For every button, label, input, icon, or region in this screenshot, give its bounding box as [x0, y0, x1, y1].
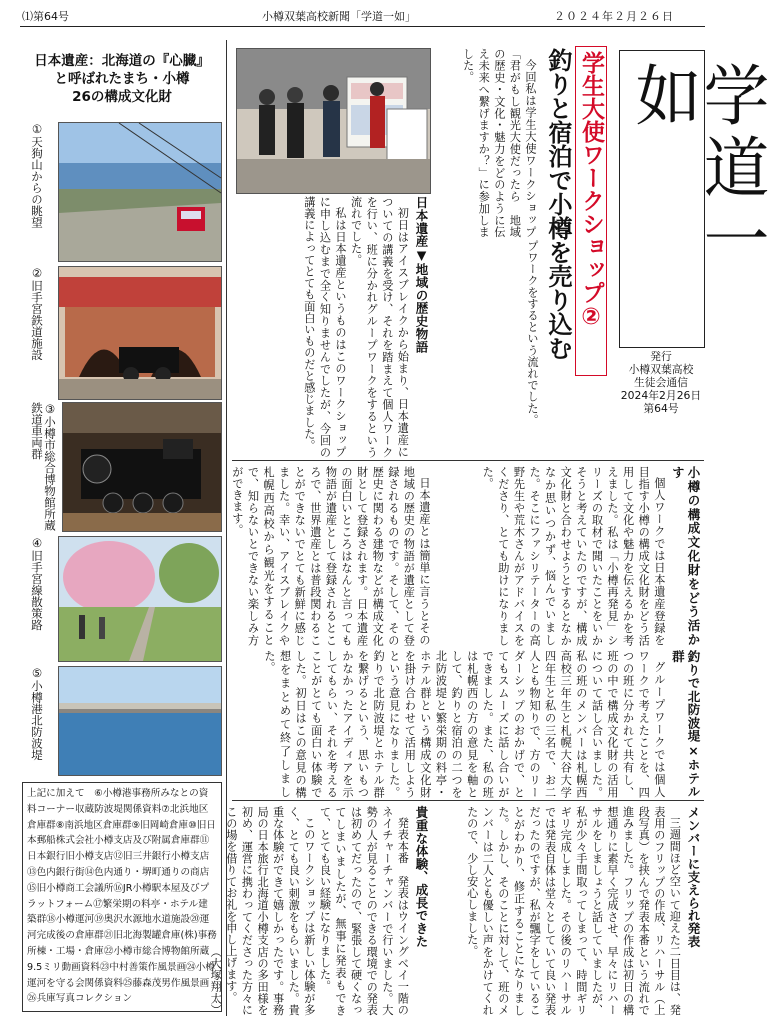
headline-kicker: 学生大使ワークショップ② — [575, 46, 607, 376]
masthead-title: 学道一如 — [624, 61, 769, 277]
paragraph: 三週間ほど空いて迎えた二日目は、発表用のフリップの作成、リハーサル（上段写真）を挟んで発表本番という流れで進みました。フリップの作成は初日の構想通りに素早く完成させ、早々にリハーサルをしましょうと話していましたが、私が少々手間取ってしまって、時間ギリギリ完成しました。その後のリハーサルでは発表自体は堂々としていて良い発表だったのですが、私が飄字をしていることがわかり、修正することになりました。しかし、そのことに対して、班のメンバーは二人とも優しい声をかけてくれたので、少し安心しました。 — [465, 806, 682, 1016]
article-section-bunkazai — [436, 466, 704, 646]
section-heading: 釣りで北防波堤×ホテル群 — [670, 650, 701, 798]
sidebar-cultural-list — [22, 782, 222, 1012]
paragraph-continued: プワークをするという流れでした。 — [526, 240, 539, 426]
masthead-box — [619, 50, 769, 348]
paragraph: 個人ワークでは日本遺産登録を目指す小樽の構成文化財をどう活用して文化や魅力を伝えるかを考えました。私は「小樽再発見」シリーズの取材で聞いたことをいかそうと考えていたのですが、構成文化財と合わせようとするとなかなか思いつかず、悩んでいました。そこにファシリテーターの高野先生や荒木さんがアドバイスをくださり、とても助けになりました。 — [481, 466, 666, 646]
author-signature: （大塚翔太） — [209, 946, 223, 1016]
article-section-fishing — [232, 650, 704, 798]
rehearsal-photo — [236, 48, 431, 194]
breakwater-photo-art — [59, 667, 221, 775]
info-line: 第64号 — [643, 402, 679, 415]
article-section-history-cont — [432, 240, 540, 456]
sidebar-heading-line: と呼ばれたまち・小樽 — [54, 71, 190, 87]
section-heading: 貴重な体験、成長できた — [414, 806, 429, 948]
temiya-photo — [58, 266, 222, 400]
section-heading: 小樽の構成文化財をどう活かす — [670, 466, 701, 646]
photo-caption: ②旧手宮鉄道施設 — [30, 266, 44, 361]
issue-date: ２０２４年２月２６日 — [554, 10, 674, 23]
masthead-info — [606, 350, 716, 415]
article-lead — [434, 48, 538, 238]
sidebar-heading — [20, 52, 224, 106]
tier-rule — [232, 460, 704, 461]
lead-paragraph: 今回私は学生大使ワークショップ「君がもし観光大使だったら 地域の歴史・文化・魅力をどのように伝え未来へ繋げますか？」に参加しました。 — [461, 48, 537, 238]
sidebar-heading-line: 26の構成文化財 — [72, 89, 172, 105]
headline-main: 釣りと宿泊で小樽を売り込む — [544, 48, 572, 360]
temiya-line-photo-art — [59, 537, 221, 661]
header-rule — [20, 26, 705, 27]
photo-caption: ⑤小樽港北防波堤 — [30, 666, 44, 761]
temiya-line-photo — [58, 536, 222, 662]
info-line: 発行 — [650, 350, 672, 363]
issue-number: ⑴第64号 — [22, 10, 69, 23]
breakwater-photo — [58, 666, 222, 776]
photo-caption: ④旧手宮線散策路 — [30, 536, 44, 631]
tenguyama-photo-art — [59, 123, 221, 261]
article-section-growth — [209, 806, 432, 1016]
paragraph: このワークショップは新しい体験が多く、とても良い刺激をもらいました。貴重な体験ができて嬉しかったです。事務局の日本旅行北海道小樽支店の多田様を初め、運営に携わってくださった方々にこの場を借りてお礼を申し上げます。 — [224, 806, 316, 1016]
paragraph: 初日はアイスブレイクから始まり、日本遺産についての講義を受け、それを踏まえて個人ワークを行い、班に分かれグループワークをするという流れでした。 — [349, 196, 410, 458]
info-line: 生徒会通信 — [634, 376, 688, 389]
article-section-presentation — [436, 806, 704, 1016]
paragraph: 発表本番 発表はウイングベイ一階のネイチャーチャンバーで行いました。大勢の人が見ることのできる環境での発表は初めてだったので、緊張して硬くなってしまいましたが、無事に発表もできて、とても良い経験になりました。 — [318, 806, 410, 1016]
section-heading: メンバーに支えられ発表 — [686, 806, 701, 948]
temiya-photo-art — [59, 267, 221, 399]
article-section-heritage — [232, 466, 432, 646]
photo-caption: ③小樽市総合博物館所蔵鉄道車両群 — [30, 402, 57, 531]
museum-photo-art — [63, 403, 221, 531]
rehearsal-photo-art — [237, 49, 430, 193]
sidebar-divider — [226, 40, 227, 1016]
tier-rule — [232, 800, 704, 801]
tenguyama-photo — [58, 122, 222, 262]
info-line: 2024年2月26日 — [620, 389, 702, 402]
info-line: 小樽双葉高校 — [628, 363, 694, 376]
section-heading: 日本遺産▼地域の歴史物語 — [414, 196, 429, 354]
paragraph: 私は日本遺産というものはこのワークショップに申し込むまで全く知りませんでしたが、今回の講義によってとても面白いものだと感じました。 — [302, 196, 348, 458]
sidebar-heading-line: 日本遺産：北海道の『心臓』 — [34, 53, 210, 69]
museum-photo — [62, 402, 222, 532]
paragraph: グループワークでは個人ワークで考えたことを、四つの班に分かれて共有し、班の中で構成文化財の活用について話し合いました。私の班のメンバーは札幌西高校三年生と札幌大谷大学四年生と私の三名で、お二人とも物知りで、方のリーダーシップのおかげで、とてもスムーズに話し合いができました。また、私の班は札幌西の方の意見を軸として、釣りと宿泊の二つを北防波堤と繁栄期の料亭・ホテル群という構成文化財を掛け合わせて活用しようという意見になりました。釣りで北防波堤とホテル群を繋げるという、思いもつかなかったアイディアを示してもらい、それを考えることがとても面白い体験でした。初日はこの意見の構想をまとめて終了しました。 — [262, 650, 666, 798]
paper-name: 小樽双葉高校新聞「学道一如」 — [262, 10, 416, 23]
photo-caption: ①天狗山からの眺望 — [30, 122, 44, 228]
paragraph: 日本遺産とは簡単に言うとその地域の歴史の物語が遺産として登録されるものです。そして、その歴史に関わる建物などが構成文化財として登録されます。日本遺産の面白いところはなんと言っても物語が遺産として登録されるところで、世界遺産とは普段関わることができないでとても新鮮に感じました。幸い、アイスブレイクや札幌西高校から観光をすることで、知らないとできない楽しみ方ができます。 — [230, 466, 431, 646]
article-section-history — [232, 196, 432, 458]
sidebar-list-text: 上記に加えて ⑥小樽港事務所みなとの資料コーナー収蔵防波堤関係資料⑦北浜地区倉庫群⑧南浜地区倉庫群⑨旧岡崎倉庫⑩旧日本郵船株式会社小樽支店及び附属倉庫群⑪日本銀行旧小樽支店⑫旧三井銀行小樽支店⑬色内銀行街⑭色内通り・堺町通りの商店⑮旧小樽商工会議所⑯JR小樽駅本屋及びプラットフォーム⑰繁栄期の料亭・ホテル建築群⑱小樽運河⑲奥沢水源地水道施設⑳運河完成後の倉庫群㉑旧北海製罐倉庫(株)事務所棟・工場・倉庫㉒小樽市総合博物館所蔵9.5ミリ動画資料㉓中村善策作風景画㉔小樽運河を守る会関係資料㉕藤森茂男作風景画㉖兵庫写真コレクション — [27, 788, 217, 1005]
